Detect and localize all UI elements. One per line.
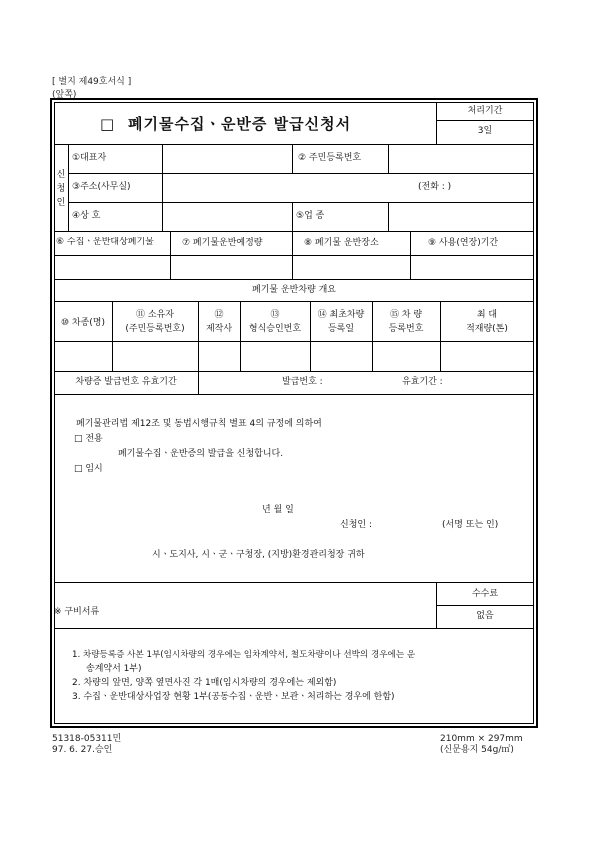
phone-label: (전화 : )	[418, 182, 452, 192]
vehicle-reg-number-header: 등록번호	[388, 324, 424, 334]
required-documents-label: ※ 구비서류	[54, 607, 100, 617]
form-inner-frame	[54, 102, 534, 724]
document-item-1-cont: 송계약서 1부)	[86, 664, 142, 674]
divider	[54, 301, 534, 302]
option-exclusive: □ 전용	[74, 434, 103, 444]
signature-note: (서명 또는 인)	[442, 520, 499, 530]
address-label: ③주소(사무실)	[72, 182, 131, 192]
divider	[198, 371, 199, 394]
planned-amount-header: ⑦ 폐기물운반예정량	[182, 238, 263, 248]
first-registration-header: ⑭ 최초차량	[317, 310, 365, 320]
divider	[54, 628, 534, 629]
divider	[162, 144, 163, 231]
first-registration-date-header: 등록일	[327, 324, 355, 334]
divider	[54, 279, 534, 280]
vehicle-type-header: ⑩ 차종(명)	[60, 318, 106, 328]
vehicle-reg-header: ⑮ 차 량	[389, 310, 423, 320]
valid-period-label: 유효기간 :	[402, 377, 443, 387]
form-code: 51318-05311민	[52, 734, 122, 744]
divider	[68, 144, 69, 231]
fee-value: 없음	[476, 611, 494, 621]
manufacturer-number: ⑫	[214, 310, 224, 320]
document-item-3: 3. 수집ㆍ운반대상사업장 현황 1부(공동수집ㆍ운반ㆍ보관ㆍ처리하는 경우에 한함)	[72, 692, 395, 702]
option-temporary: □ 임시	[74, 464, 103, 474]
vehicle-section-title: 폐기물 운반차량 개요	[252, 285, 336, 295]
processing-period-label: 처리기간	[467, 106, 503, 116]
issue-number-label: 발급번호 :	[282, 377, 323, 387]
application-sentence: 폐기물수집ㆍ운반증의 발급을 신청합니다.	[118, 449, 284, 459]
applicant-signature-label: 신청인 :	[340, 520, 372, 530]
paper-size: 210mm × 297mm	[440, 734, 523, 744]
representative-label: ①대표자	[72, 153, 107, 163]
divider	[54, 582, 534, 583]
law-reference: 폐기물관리법 제12조 및 동법시행규칙 별표 4의 규정에 의하여	[76, 419, 322, 429]
trade-name-label: ④상 호	[72, 211, 101, 221]
divider	[54, 144, 534, 145]
approval-date: 97. 6. 27.승인	[52, 745, 113, 755]
validity-label: 차량증 발급번호 유효기간	[75, 377, 177, 387]
divider	[54, 371, 534, 372]
divider	[388, 144, 389, 173]
business-type-label: ⑤업 종	[296, 211, 325, 221]
id-number-label: ② 주민등록번호	[298, 153, 362, 163]
processing-period-value: 3일	[477, 126, 493, 136]
owner-id-header: (주민등록번호)	[125, 324, 185, 334]
manufacturer-header: 제작사	[205, 324, 233, 334]
divider	[388, 202, 389, 231]
approval-number-index: ⑬	[270, 310, 280, 320]
transport-place-header: ⑧ 폐기물 운반장소	[304, 238, 379, 248]
waste-type-header: ⑥ 수집ㆍ운반대상폐기물	[56, 237, 154, 247]
divider	[54, 231, 534, 232]
form-title-checkbox: □	[100, 115, 116, 133]
max-load-unit-header: 적재량(톤)	[466, 324, 508, 334]
form-title: 폐기물수집ㆍ운반증 발급신청서	[128, 115, 352, 133]
page-side-label: (앞쪽)	[52, 90, 77, 100]
form-number: [ 별지 제49호서식 ]	[52, 77, 132, 87]
divider	[68, 202, 534, 203]
owner-header: ⑪ 소유자	[136, 310, 174, 320]
divider	[54, 394, 534, 395]
max-load-header: 최 대	[476, 310, 498, 320]
divider	[68, 173, 534, 174]
divider	[436, 120, 534, 121]
divider	[292, 144, 293, 173]
usage-period-header: ⑨ 사용(연장)기간	[428, 238, 499, 248]
divider	[292, 202, 293, 231]
date-line: 년 월 일	[262, 505, 294, 515]
document-item-1: 1. 차량등록증 사본 1부(임시차량의 경우에는 임차계약서, 철도차량이나 선박의 경우에는 운	[72, 650, 416, 660]
divider	[54, 255, 534, 256]
divider	[54, 341, 534, 342]
addressee: 시ㆍ도지사, 시ㆍ군ㆍ구청장, (지방)환경관리청장 귀하	[152, 550, 365, 560]
approval-number-header: 형식승인번호	[248, 324, 302, 334]
fee-label: 수수료	[471, 589, 499, 599]
divider	[436, 605, 534, 606]
paper-type: (신문용지 54g/㎡)	[440, 745, 514, 755]
document-item-2: 2. 차량의 앞면, 양쪽 옆면사진 각 1매(임시차량의 경우에는 제외함)	[72, 678, 337, 688]
applicant-side-label: 신 청 인	[56, 170, 66, 208]
